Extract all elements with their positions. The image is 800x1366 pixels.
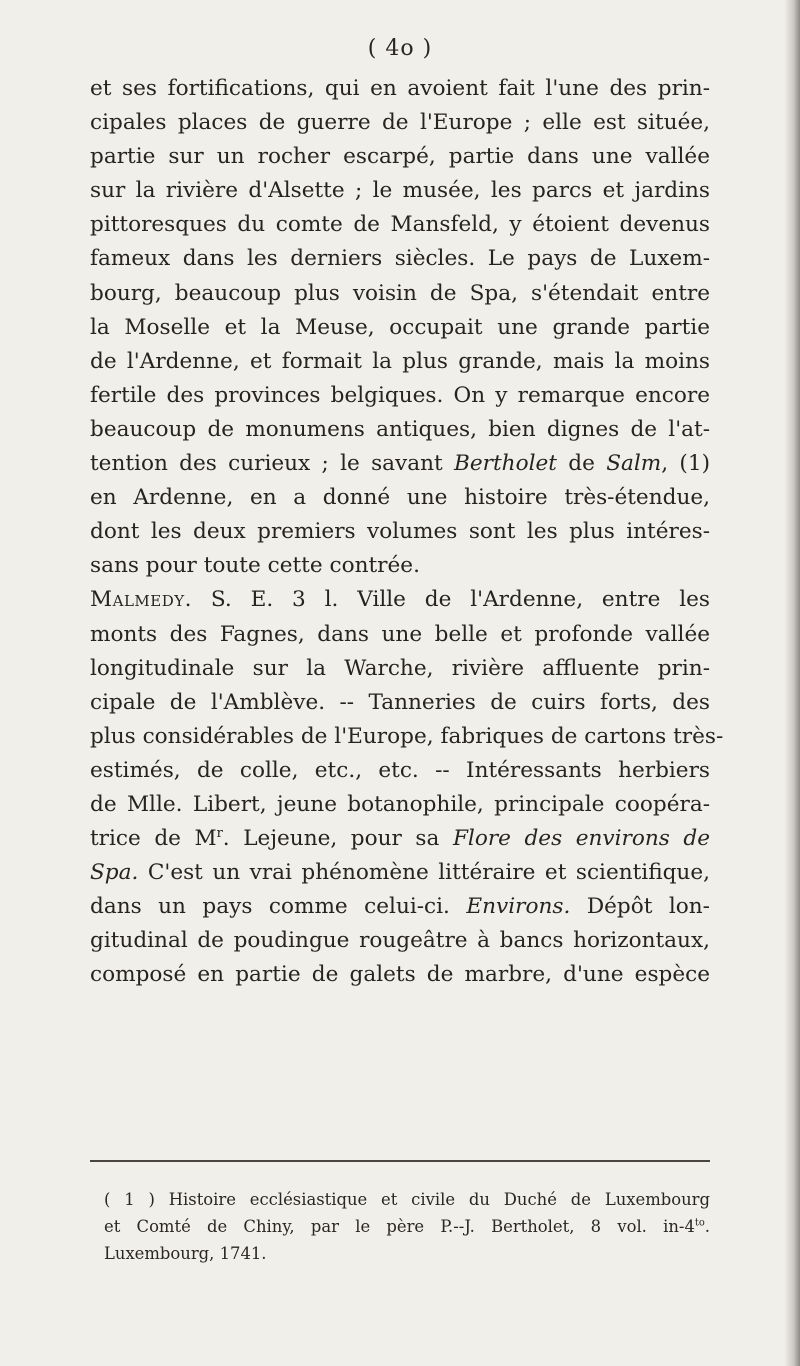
- text-line: beaucoup de monumens antiques, bien dignes de l'at-: [90, 416, 710, 442]
- text-line: fertile des provinces belgiques. On y remarque encore: [90, 382, 710, 408]
- text-line: pittoresques du comte de Mansfeld, y étoient devenus: [90, 212, 710, 238]
- text-line: cipales places de guerre de l'Europe ; elle est située,: [90, 110, 710, 136]
- text-segment: tention des curieux ; le savant: [90, 451, 443, 477]
- main-text: [90, 72, 724, 993]
- book-title-end: Spa.: [90, 860, 139, 886]
- text-line: plus considérables de l'Europe, fabriques de cartons très-: [90, 723, 724, 749]
- page-number: ( 4o ): [367, 36, 433, 61]
- text-segment: S. E. 3 l. Ville de l'Ardenne, entre les: [210, 587, 710, 613]
- text-line-environs: [90, 890, 710, 924]
- text-line: estimés, de colle, etc., etc. -- Intéressants herbiers: [90, 757, 710, 783]
- text-line: et ses fortifications, qui en avoient fait l'une des prin-: [90, 76, 710, 101]
- text-line: sans pour toute cette contrée.: [90, 553, 420, 579]
- footnote-line: Luxembourg, 1741.: [104, 1244, 267, 1263]
- text-segment: dans un pays comme celui-ci.: [90, 894, 450, 920]
- footnote-line: [104, 1213, 710, 1240]
- entry-heading: Malmedy.: [90, 587, 193, 613]
- book-title: Flore des environs de: [452, 826, 710, 852]
- text-line: la Moselle et la Meuse, occupait une grande partie: [90, 314, 710, 340]
- text-line-malmedy: [90, 583, 710, 617]
- text-line-spa: [90, 856, 710, 890]
- text-segment: .: [704, 1217, 710, 1236]
- superscript: to: [694, 1217, 705, 1229]
- footnote: [104, 1186, 710, 1267]
- text-line: monts des Fagnes, dans une belle et profonde vallée: [90, 621, 710, 647]
- text-segment: C'est un vrai phénomène littéraire et scientifique,: [147, 860, 710, 886]
- text-line-bertholet: [90, 447, 710, 481]
- text-line: bourg, beaucoup plus voisin de Spa, s'étendait entre: [90, 280, 710, 306]
- text-line: dont les deux premiers volumes sont les plus intéres-: [90, 519, 710, 545]
- superscript: r: [216, 825, 223, 841]
- text-segment: Dépôt lon-: [586, 894, 710, 920]
- text-line: de l'Ardenne, et formait la plus grande, mais la moins: [90, 348, 710, 374]
- footnote-divider: [90, 1160, 710, 1162]
- text-line: longitudinale sur la Warche, rivière affluente prin-: [90, 655, 710, 681]
- text-line: fameux dans les derniers siècles. Le pays de Luxem-: [90, 246, 710, 272]
- text-line: de Mlle. Libert, jeune botanophile, principale coopéra-: [90, 791, 710, 817]
- footnote-line: ( 1 ) Histoire ecclésiastique et civile du Duché de Luxembourg: [104, 1190, 710, 1209]
- text-line-flore: [90, 822, 710, 856]
- text-line: partie sur un rocher escarpé, partie dans une vallée: [90, 144, 710, 170]
- text-line: cipale de l'Amblève. -- Tanneries de cuirs forts, des: [90, 689, 710, 715]
- footnote-reference: , (1): [661, 451, 711, 477]
- section-heading: Environs.: [466, 894, 571, 920]
- author-name: Bertholet: [454, 451, 557, 477]
- text-segment: et Comté de Chiny, par le père P.--J. Bertholet, 8 vol. in-4: [104, 1217, 695, 1236]
- text-line: en Ardenne, en a donné une histoire très-étendue,: [90, 485, 710, 511]
- text-segment: . Lejeune, pour sa: [222, 826, 440, 852]
- text-segment: de: [568, 451, 595, 477]
- text-line: gitudinal de poudingue rougeâtre à bancs horizontaux,: [90, 928, 710, 954]
- text-segment: trice de M: [90, 826, 217, 852]
- text-line: sur la rivière d'Alsette ; le musée, les parcs et jardins: [90, 178, 710, 204]
- place-name: Salm: [606, 451, 662, 477]
- page-edge-shadow: [784, 0, 800, 1366]
- text-line: composé en partie de galets de marbre, d'une espèce: [90, 962, 710, 988]
